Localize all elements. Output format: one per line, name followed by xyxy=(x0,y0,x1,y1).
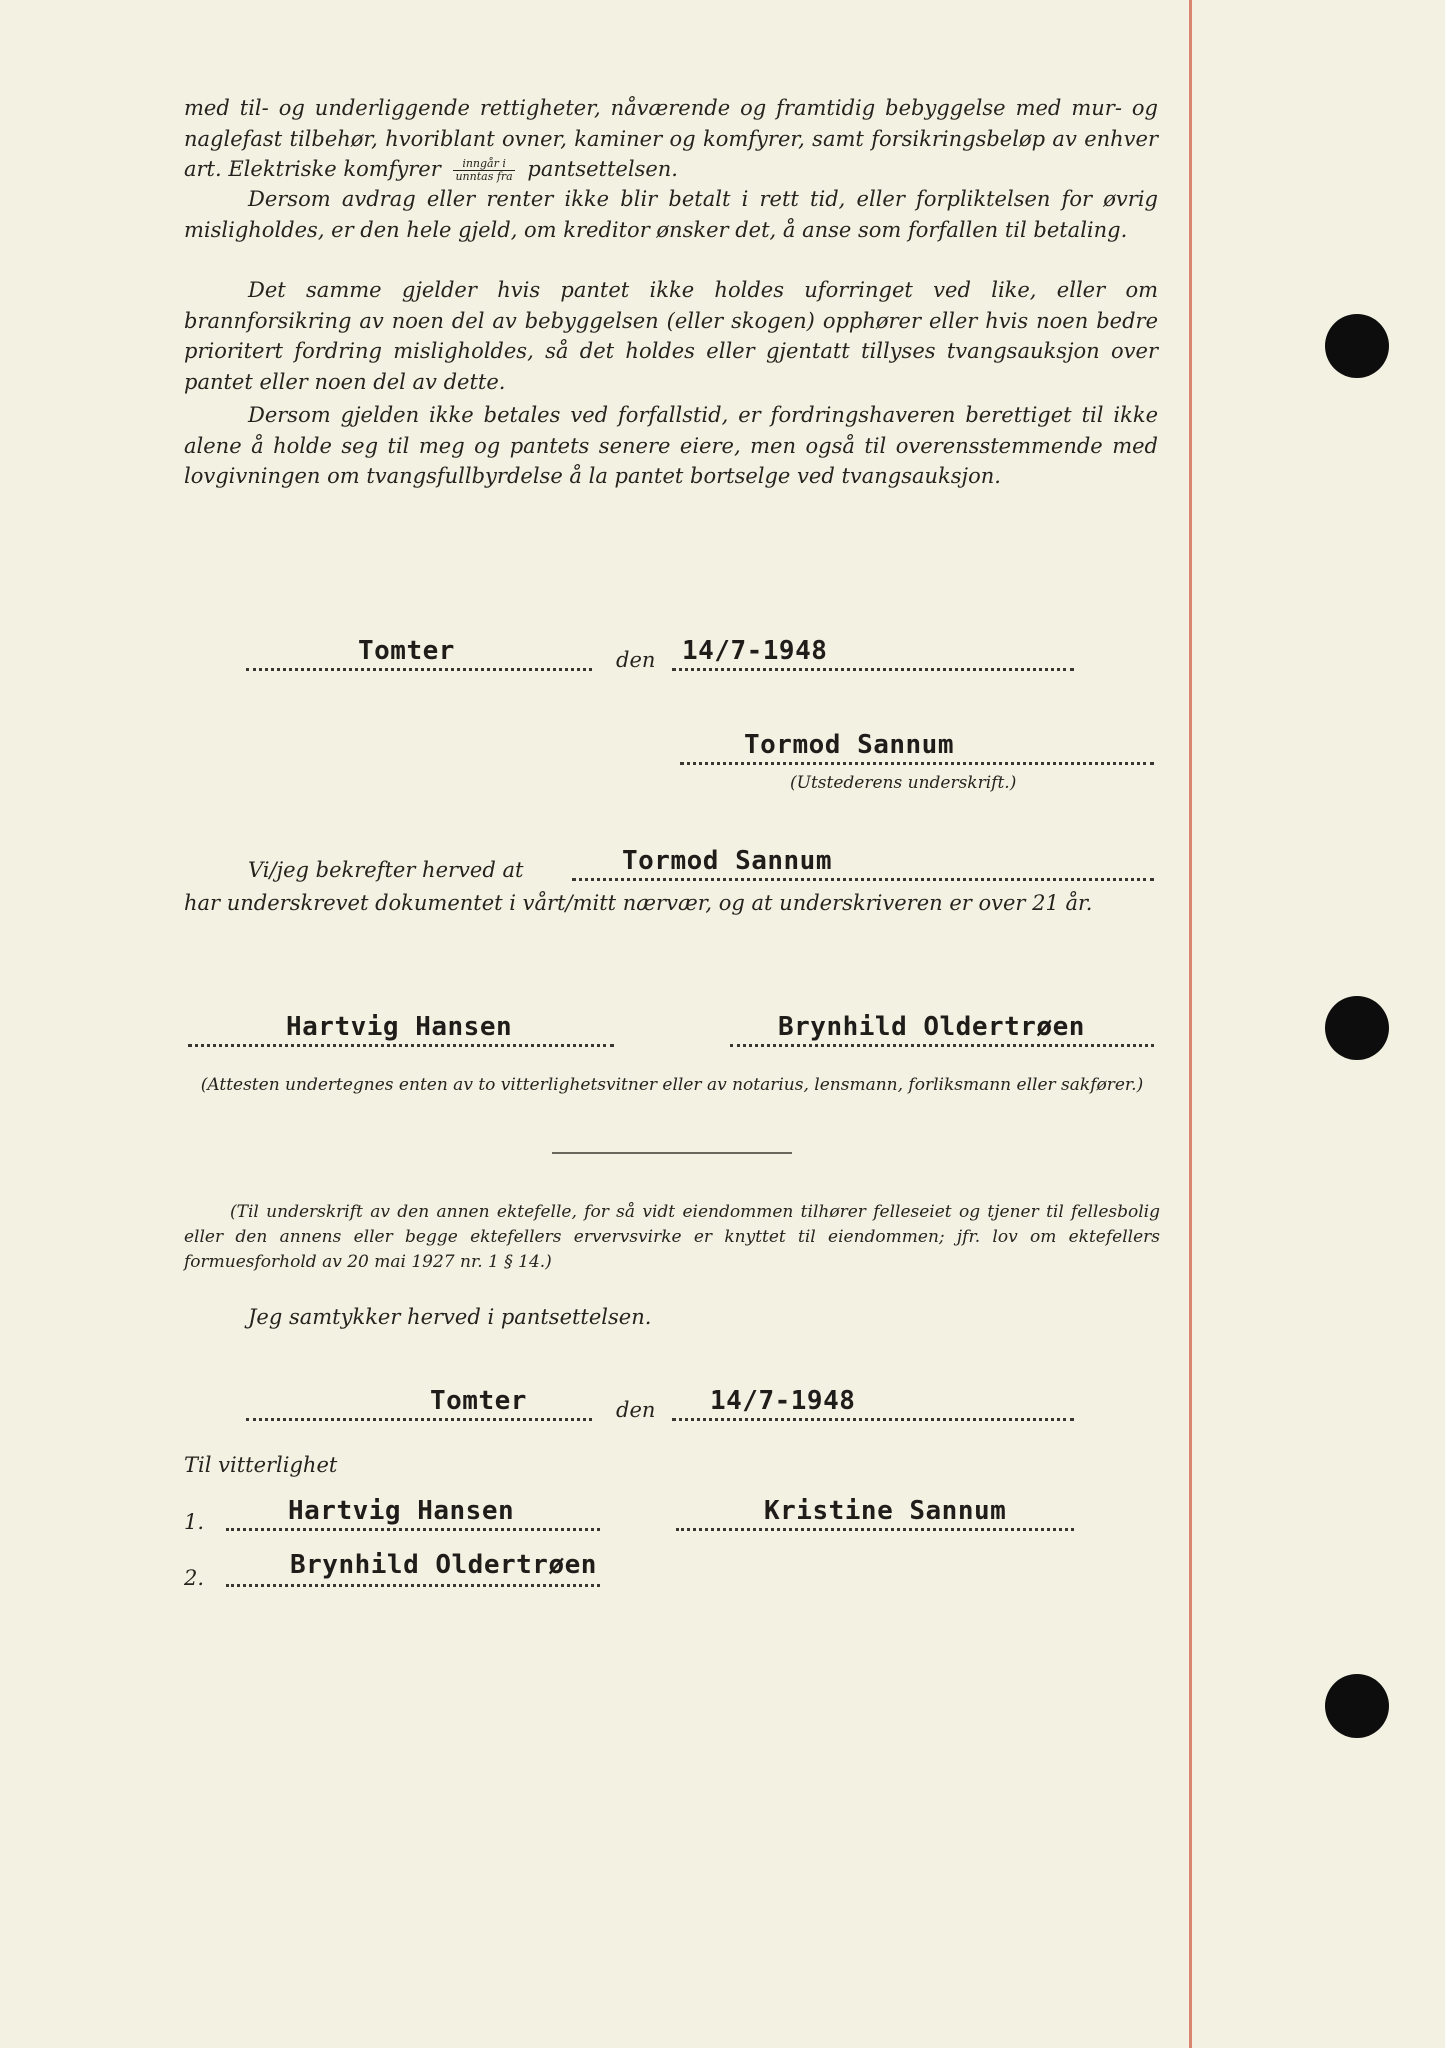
date-2-dotline xyxy=(672,1418,1074,1421)
vitterlighet-2-dotline xyxy=(226,1584,600,1587)
issuer-signature: Tormod Sannum xyxy=(744,730,954,760)
place-2: Tomter xyxy=(430,1386,527,1416)
witness-number-1: 1. xyxy=(184,1510,205,1534)
spouse-signature: Kristine Sannum xyxy=(764,1496,1007,1526)
date-dotline xyxy=(672,668,1074,671)
place-2-dotline xyxy=(246,1418,592,1421)
confirm-prefix: Vi/jeg bekrefter herved at xyxy=(248,858,524,882)
divider xyxy=(552,1152,792,1154)
confirm-text: har underskrevet dokumentet i vårt/mitt nærvær, og at underskriveren er over 21 år. xyxy=(184,891,1093,915)
den-label-1: den xyxy=(616,648,656,672)
binder-hole xyxy=(1325,1674,1389,1738)
witness-1-signature: Hartvig Hansen xyxy=(286,1012,513,1042)
margin-line xyxy=(1189,0,1192,2048)
fraction-choice: $\frac{\text{inngår i}}{\text{unntas fra}}$ xyxy=(455,157,513,183)
confirm-dotline xyxy=(572,878,1154,881)
witness-2-signature: Brynhild Oldertrøen xyxy=(778,1012,1085,1042)
issuer-caption: (Utstederens underskrift.) xyxy=(790,773,1017,793)
consent-text: Jeg samtykker herved i pantsettelsen. xyxy=(248,1305,652,1329)
vitterlighet-1-dotline xyxy=(226,1528,600,1531)
vitterlighet-label: Til vitterlighet xyxy=(184,1453,338,1477)
binder-hole xyxy=(1325,996,1389,1060)
body-paragraph-4: Dersom gjelden ikke betales ved forfallstid, er fordringshaveren berettiget til ikke alene å holde seg til meg og pantets senere eiere, men også til overensstemmende med lovgivningen om tvangsfullbyrdelse å la pantet bortselge ved tvangsauksjon. xyxy=(184,403,1158,488)
body-paragraph-3: Det samme gjelder hvis pantet ikke holdes uforringet ved like, eller om brannforsikring av noen del av bebyggelsen (eller skogen) opphører eller hvis noen bedre prioritert fordring misligholdes, så det holdes eller gjentatt tillyses tvangsauksjon over pantet eller noen del av dette. xyxy=(184,278,1158,394)
place-dotline xyxy=(246,668,592,671)
binder-hole xyxy=(1325,314,1389,378)
witness-number-2: 2. xyxy=(184,1566,205,1590)
spouse-dotline xyxy=(676,1528,1074,1531)
body-paragraph-1: med til- og underliggende rettigheter, nåværende og framtidig bebyggelse med mur- og naglefast tilbehør, hvoriblant ovner, kaminer og komfyrer, samt forsikringsbeløp av enhver art. Elektriske komfyrer $\frac{\text{inngår i}}{\text{unntas fra}}$ pantsettelsen. xyxy=(184,96,1158,183)
witness-2-dotline xyxy=(730,1044,1154,1047)
place-1: Tomter xyxy=(358,636,455,666)
attest-note: (Attesten undertegnes enten av to vitterlighetsvitner eller av notarius, lensmann, forliksmann eller sakfører.) xyxy=(200,1075,1144,1095)
confirm-name: Tormod Sannum xyxy=(622,846,832,876)
vitterlighet-witness-1: Hartvig Hansen xyxy=(288,1496,515,1526)
vitterlighet-witness-2: Brynhild Oldertrøen xyxy=(290,1550,597,1580)
spouse-note: (Til underskrift av den annen ektefelle, for så vidt eiendommen tilhører felleseiet og tjener til fellesbolig eller den annens eller begge ektefellers ervervsvirke er knyttet til eiendommen; jfr. lov om ektefellers formuesforhold av 20 mai 1927 nr. 1 § 14.) xyxy=(184,1202,1160,1272)
date-1: 14/7-1948 xyxy=(682,636,828,666)
issuer-dotline xyxy=(680,762,1154,765)
den-label-2: den xyxy=(616,1398,656,1422)
body-paragraph-2: Dersom avdrag eller renter ikke blir betalt i rett tid, eller forpliktelsen for øvrig misligholdes, er den hele gjeld, om kreditor ønsker det, å anse som forfallen til betaling. xyxy=(184,187,1158,242)
date-2: 14/7-1948 xyxy=(710,1386,856,1416)
witness-1-dotline xyxy=(188,1044,614,1047)
